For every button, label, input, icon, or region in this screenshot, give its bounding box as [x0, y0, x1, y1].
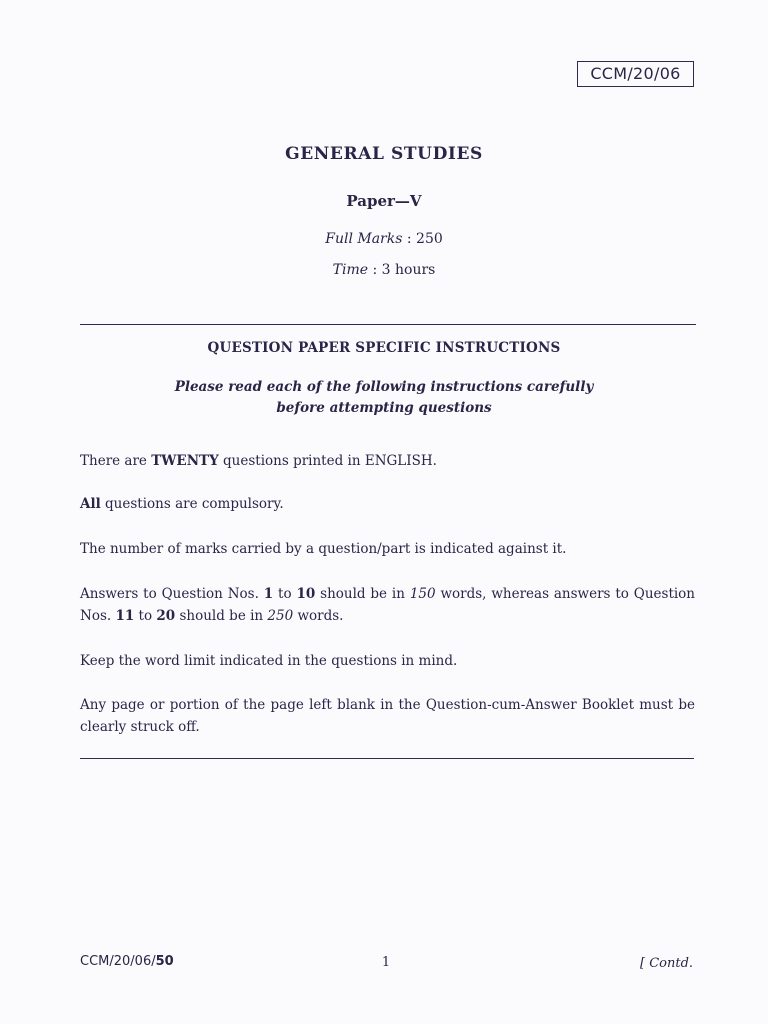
text-run: to: [273, 586, 297, 602]
subject-title: GENERAL STUDIES: [285, 144, 483, 164]
instruction-question-count: [80, 450, 695, 472]
instruction-blank-pages: Any page or portion of the page left blank in the Question-cum-Answer Booklet must be clearly struck off.: [80, 697, 695, 735]
paper-code-box: CCM/20/06: [577, 61, 694, 87]
full-marks: [0, 231, 768, 247]
instructions-subheading-line1: Please read each of the following instructions carefully: [174, 379, 594, 395]
instruction-word-limit-reminder: Keep the word limit indicated in the questions in mind.: [80, 653, 458, 669]
text-run: to: [134, 608, 157, 624]
continued-marker: [ Contd.: [640, 956, 694, 971]
text-run-italic: 150: [409, 586, 436, 602]
text-run: There are: [80, 453, 152, 469]
text-run: questions are compulsory.: [100, 496, 284, 512]
paper-number: Paper—V: [346, 192, 422, 210]
text-run-bold: 20: [156, 608, 176, 624]
instructions-subheading: [0, 377, 768, 419]
full-marks-label: Full Marks: [325, 231, 403, 247]
text-run: words.: [293, 608, 344, 624]
instruction-marks: The number of marks carried by a question/part is indicated against it.: [80, 541, 567, 557]
time-value: : 3 hours: [368, 262, 436, 278]
text-run-bold: 1: [263, 586, 274, 602]
time-label: Time: [332, 262, 369, 278]
page-number: 1: [381, 955, 391, 970]
footer-code-bold: 50: [155, 954, 174, 969]
instruction-word-limits: [80, 583, 695, 627]
text-run: should be in: [315, 586, 410, 602]
instructions-heading: QUESTION PAPER SPECIFIC INSTRUCTIONS: [207, 340, 561, 356]
bottom-divider: [80, 758, 694, 759]
full-marks-value: : 250: [402, 231, 443, 247]
text-run: questions printed in ENGLISH.: [218, 453, 437, 469]
text-run-bold: All: [80, 496, 101, 512]
instruction-compulsory: [80, 493, 695, 515]
text-run-bold: TWENTY: [151, 453, 219, 469]
text-run: should be in: [175, 608, 268, 624]
instructions-subheading-line2: before attempting questions: [276, 400, 492, 416]
text-run-italic: 250: [267, 608, 294, 624]
footer-code-prefix: CCM/20/06/: [80, 954, 156, 969]
text-run: words, whereas answers to Question Nos.: [80, 586, 696, 624]
text-run-bold: 10: [296, 586, 316, 602]
text-run-bold: 11: [115, 608, 135, 624]
footer-paper-code: [80, 954, 174, 969]
text-run: Answers to Question Nos.: [80, 586, 264, 602]
top-divider: [80, 324, 696, 325]
time-allowed: [0, 262, 768, 278]
